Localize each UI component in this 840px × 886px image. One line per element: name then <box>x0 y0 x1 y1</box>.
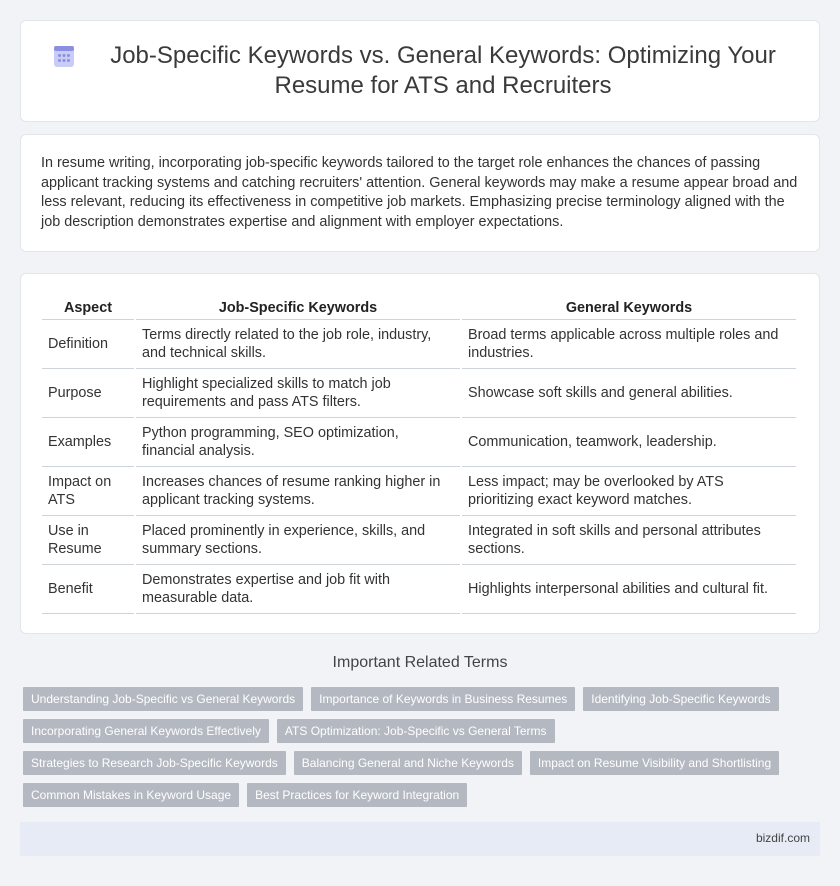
table-header-row <box>42 295 797 319</box>
related-term-tag[interactable]: Best Practices for Keyword Integration <box>247 783 467 807</box>
table-row <box>42 319 797 368</box>
table-row <box>42 417 797 466</box>
general-cell: Highlights interpersonal abilities and cultural fit. <box>461 564 797 613</box>
table-row <box>42 515 797 564</box>
general-cell: Integrated in soft skills and personal attributes sections. <box>461 515 797 564</box>
job-specific-cell: Terms directly related to the job role, industry, and technical skills. <box>135 319 461 368</box>
page-title: Job-Specific Keywords vs. General Keywords: Optimizing Your Resume for ATS and Recruiters <box>110 42 776 99</box>
general-cell: Communication, teamwork, leadership. <box>461 417 797 466</box>
related-term-tag[interactable]: Incorporating General Keywords Effectively <box>23 719 269 743</box>
aspect-cell: Examples <box>42 417 135 466</box>
table-row <box>42 466 797 515</box>
comparison-table <box>42 295 798 614</box>
related-term-tag[interactable]: Strategies to Research Job-Specific Keywords <box>23 751 286 775</box>
general-cell: Less impact; may be overlooked by ATS prioritizing exact keyword matches. <box>461 466 797 515</box>
job-specific-cell: Placed prominently in experience, skills, and summary sections. <box>135 515 461 564</box>
related-term-tag[interactable]: Common Mistakes in Keyword Usage <box>23 783 239 807</box>
related-term-tag[interactable]: Identifying Job-Specific Keywords <box>583 687 778 711</box>
general-cell: Showcase soft skills and general abilities. <box>461 368 797 417</box>
footer-bar <box>20 822 820 856</box>
aspect-cell: Purpose <box>42 368 135 417</box>
related-term-tag[interactable]: Importance of Keywords in Business Resumes <box>311 687 575 711</box>
comparison-card <box>20 273 820 634</box>
related-term-tag[interactable]: ATS Optimization: Job-Specific vs General Terms <box>277 719 555 743</box>
table-row <box>42 368 797 417</box>
intro-card <box>20 134 820 252</box>
related-term-tag[interactable]: Understanding Job-Specific vs General Keywords <box>23 687 303 711</box>
job-specific-cell: Increases chances of resume ranking higher in applicant tracking systems. <box>135 466 461 515</box>
job-specific-cell: Highlight specialized skills to match job requirements and pass ATS filters. <box>135 368 461 417</box>
job-specific-cell: Demonstrates expertise and job fit with measurable data. <box>135 564 461 613</box>
aspect-cell: Use in Resume <box>42 515 135 564</box>
header-aspect: Aspect <box>42 295 135 319</box>
title-card <box>20 20 820 122</box>
table-row <box>42 564 797 613</box>
aspect-cell: Definition <box>42 319 135 368</box>
related-terms-heading: Important Related Terms <box>332 654 508 671</box>
document-icon <box>51 43 77 69</box>
general-cell: Broad terms applicable across multiple roles and industries. <box>461 319 797 368</box>
aspect-cell: Impact on ATS <box>42 466 135 515</box>
header-general: General Keywords <box>461 295 797 319</box>
related-terms-list <box>23 687 823 815</box>
aspect-cell: Benefit <box>42 564 135 613</box>
header-job-specific: Job-Specific Keywords <box>135 295 461 319</box>
related-term-tag[interactable]: Impact on Resume Visibility and Shortlisting <box>530 751 779 775</box>
intro-paragraph: In resume writing, incorporating job-specific keywords tailored to the target role enhances the chances of passing applicant tracking systems and catching recruiters' attention. General keywords may make a resume appear broad and less relevant, reducing its effectiveness in competitive job markets. Emphasizing precise terminology aligned with the job description demonstrates expertise and alignment with employer expectations. <box>41 155 798 230</box>
site-name[interactable]: bizdif.com <box>755 831 810 845</box>
job-specific-cell: Python programming, SEO optimization, financial analysis. <box>135 417 461 466</box>
related-term-tag[interactable]: Balancing General and Niche Keywords <box>294 751 522 775</box>
